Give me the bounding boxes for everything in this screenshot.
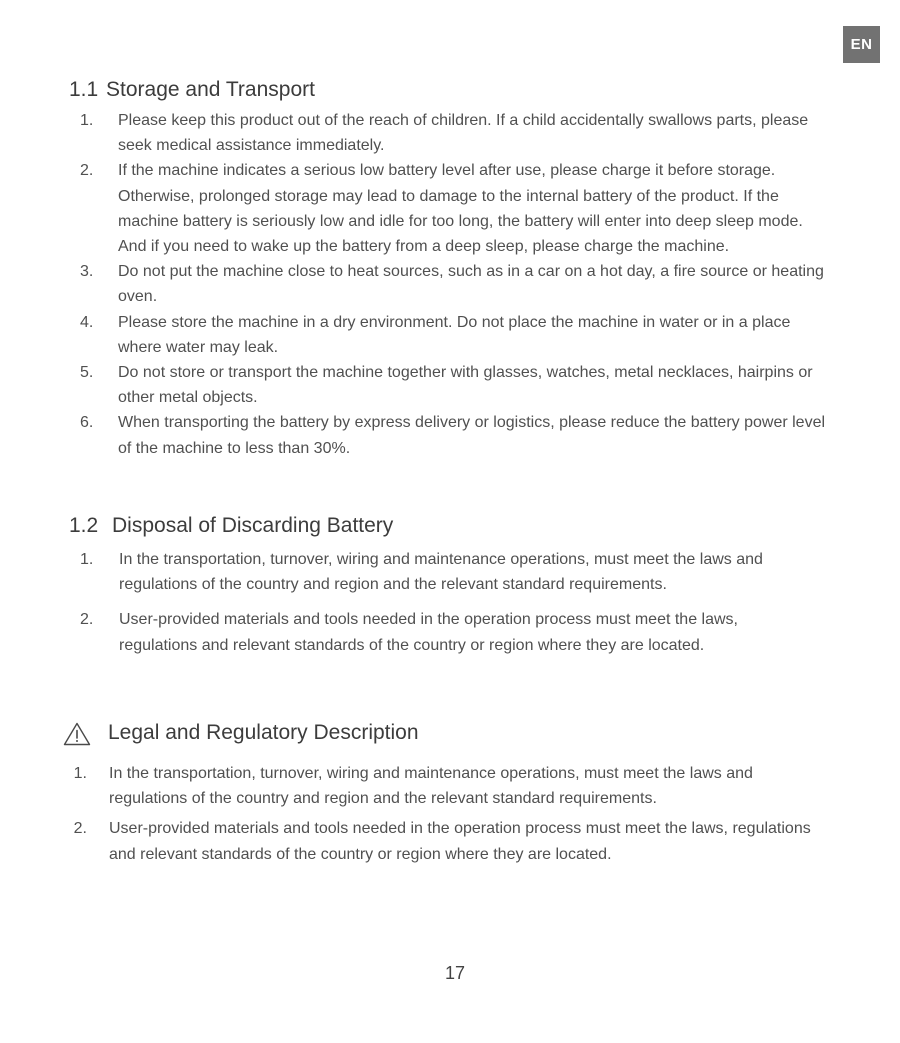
item-text: When transporting the battery by express delivery or logistics, please reduce the battery power level of the machine to less than 30%.	[118, 414, 826, 457]
item-text: In the transportation, turnover, wiring and maintenance operations, must meet the laws and regulations of the country and region and the relevant standard requirements.	[109, 765, 753, 808]
list-item	[80, 310, 830, 360]
item-number: 1.	[80, 112, 94, 129]
item-number: 5.	[80, 364, 94, 382]
list-item	[80, 108, 830, 158]
item-text: If the machine indicates a serious low battery level after use, please charge it before storage. Otherwise, prolonged storage may lead to damage to the internal battery of the product. If the machine battery is seriously low and idle for too long, the battery will enter into deep sleep mode. And if you need to wake up the battery from a deep sleep, please charge the machine.	[118, 162, 803, 256]
section-title: Storage and Transport	[106, 78, 315, 101]
item-text: Do not put the machine close to heat sources, such as in a car on a hot day, a fire source or heating oven.	[118, 263, 824, 306]
legal-list	[70, 761, 820, 867]
item-text: Please keep this product out of the reach of children. If a child accidentally swallows parts, please seek medical assistance immediately.	[118, 112, 809, 155]
language-badge: EN	[843, 26, 880, 63]
section-title: Disposal of Discarding Battery	[112, 514, 394, 537]
legal-heading: Legal and Regulatory Description	[108, 721, 419, 744]
list-item	[80, 259, 830, 309]
section-heading	[69, 77, 315, 103]
section-number: 1.2	[69, 514, 99, 537]
item-number: 3.	[80, 263, 94, 281]
item-number: 2.	[73, 820, 87, 838]
item-number: 4.	[80, 313, 94, 331]
item-text: Please store the machine in a dry environment. Do not place the machine in water or in a place where water may leak.	[118, 313, 791, 356]
page-number: 17	[444, 963, 466, 983]
list-item	[80, 158, 830, 259]
warning-triangle-icon	[63, 722, 91, 746]
item-text: In the transportation, turnover, wiring and maintenance operations, must meet the laws and regulations of the country and region and the relevant standard requirements.	[119, 551, 763, 594]
item-number: 6.	[80, 414, 94, 432]
list-item	[70, 761, 820, 811]
list-item	[80, 607, 820, 657]
disposal-list	[80, 547, 820, 658]
item-text: User-provided materials and tools needed in the operation process must meet the laws, regulations and relevant standards of the country or region where they are located.	[119, 611, 738, 654]
list-item	[80, 547, 820, 597]
list-item	[80, 410, 830, 460]
item-number: 1.	[73, 765, 87, 782]
item-text: User-provided materials and tools needed in the operation process must meet the laws, regulations and relevant standards of the country or region where they are located.	[109, 820, 811, 863]
section-number: 1.1	[69, 78, 99, 101]
list-item	[70, 816, 820, 866]
list-item	[80, 360, 830, 410]
item-number: 2.	[80, 162, 94, 180]
item-number: 1.	[80, 551, 94, 568]
item-text: Do not store or transport the machine together with glasses, watches, metal necklaces, hairpins or other metal objects.	[118, 364, 813, 407]
item-number: 2.	[80, 611, 94, 629]
section-heading	[69, 513, 393, 539]
storage-list	[80, 108, 830, 461]
